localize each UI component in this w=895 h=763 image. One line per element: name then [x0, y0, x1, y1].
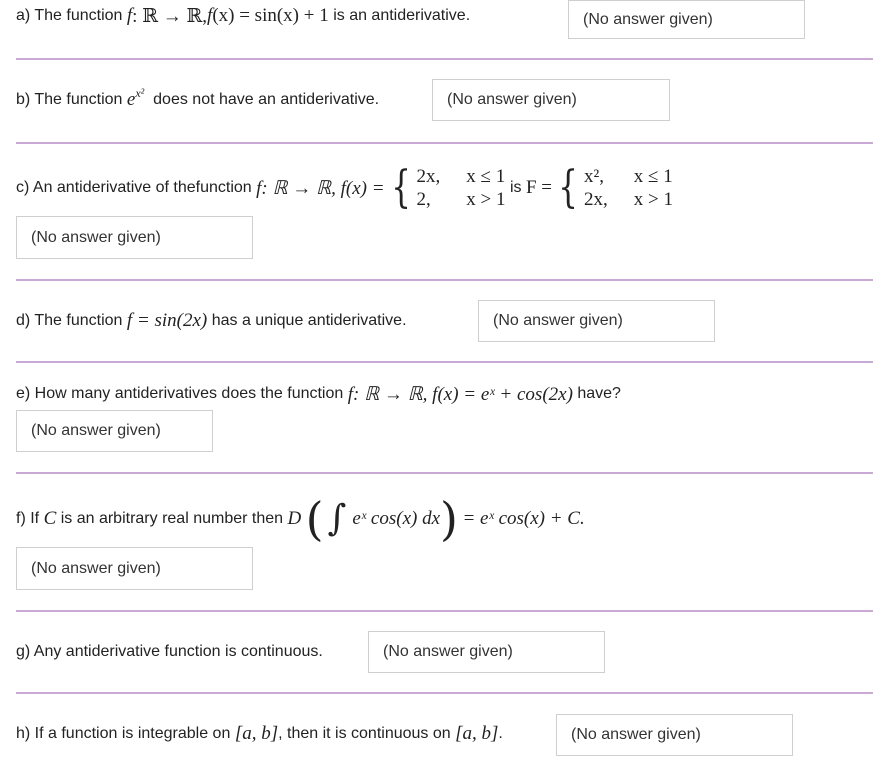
question-f-integrand: eˣ cos(x) dx	[352, 508, 441, 529]
answer-text: (No answer given)	[493, 312, 623, 329]
question-h-label-mid: , then it is continuous on	[278, 725, 451, 742]
question-f	[16, 492, 585, 546]
question-d	[16, 309, 407, 333]
question-b-exp: x²	[135, 85, 145, 100]
separator	[16, 58, 873, 60]
question-c-F-table	[584, 166, 673, 211]
answer-text: (No answer given)	[447, 91, 577, 108]
question-e-math: f: ℝ → ℝ, f(x) = eˣ + cos(2x)	[347, 383, 573, 405]
question-a-map: : ℝ → ℝ,	[132, 5, 208, 27]
question-b-base: e	[126, 89, 136, 110]
f-row1-value: 2x,	[416, 165, 441, 187]
question-c-f-table	[417, 166, 506, 211]
question-b	[16, 85, 380, 112]
question-c-mid: is	[509, 179, 522, 196]
question-c-F-piecewise	[552, 162, 673, 213]
answer-text: (No answer given)	[383, 643, 513, 660]
question-f-label-pre: f) If	[16, 510, 40, 527]
separator	[16, 692, 873, 694]
separator	[16, 361, 873, 363]
question-c-F: F =	[525, 177, 553, 198]
question-b-tail: does not have an antiderivative.	[153, 91, 380, 108]
left-brace-icon: {	[390, 162, 411, 213]
question-a-expr: (x) = sin(x) + 1	[212, 5, 329, 26]
answer-box-h[interactable]	[556, 714, 793, 756]
question-f-var-D: D	[287, 508, 302, 529]
answer-box-b[interactable]	[432, 79, 670, 121]
integral-icon: ∫	[327, 498, 347, 539]
right-paren-icon: )	[440, 492, 458, 546]
left-brace-icon: {	[558, 162, 578, 213]
question-c-f-piecewise	[385, 162, 506, 213]
question-a	[16, 4, 470, 28]
question-h	[16, 722, 503, 746]
f-row2-value: 2,	[416, 188, 431, 210]
question-h-interval2: [a, b]	[455, 723, 499, 744]
F-row1-cond: x ≤ 1	[633, 165, 673, 187]
question-f-label-mid: is an arbitrary real number then	[60, 510, 284, 527]
separator	[16, 142, 873, 144]
answer-box-d[interactable]	[478, 300, 715, 342]
question-d-label: d) The function	[16, 312, 123, 329]
question-d-math: f = sin(2x)	[126, 310, 208, 331]
question-c-label: c) An antiderivative of thefunction	[16, 179, 252, 196]
separator	[16, 472, 873, 474]
question-d-tail: has a unique antiderivative.	[211, 312, 407, 329]
separator	[16, 610, 873, 612]
question-e-tail: have?	[577, 385, 621, 402]
question-e-label: e) How many antiderivatives does the function	[16, 385, 344, 402]
answer-text: (No answer given)	[31, 422, 161, 439]
question-e	[16, 382, 621, 406]
question-a-f: f	[126, 5, 133, 26]
f-row1-cond: x ≤ 1	[466, 165, 506, 187]
question-h-label-pre: h) If a function is integrable on	[16, 725, 231, 742]
question-f-rhs: = eˣ cos(x) + C.	[462, 508, 585, 529]
answer-box-a[interactable]	[568, 0, 805, 39]
question-c-math-left: f: ℝ → ℝ, f(x) =	[256, 177, 385, 199]
answer-box-c[interactable]	[16, 216, 253, 259]
answer-text: (No answer given)	[31, 559, 161, 577]
question-g	[16, 640, 323, 664]
F-row2-cond: x > 1	[633, 188, 673, 210]
answer-box-g[interactable]	[368, 631, 605, 673]
F-row2-value: 2x,	[584, 188, 608, 210]
question-b-label: b) The function	[16, 91, 123, 108]
F-row1-value: x²,	[584, 165, 604, 187]
question-f-var-C: C	[43, 508, 57, 529]
question-c	[16, 162, 673, 214]
left-paren-icon: (	[305, 492, 324, 546]
answer-text: (No answer given)	[571, 726, 701, 743]
separator	[16, 279, 873, 281]
question-g-label: g) Any antiderivative function is continuous.	[16, 643, 323, 660]
answer-text: (No answer given)	[31, 228, 161, 246]
answer-text: (No answer given)	[583, 10, 713, 28]
question-a-fx: f	[207, 5, 213, 26]
answer-box-f[interactable]	[16, 547, 253, 590]
f-row2-cond: x > 1	[466, 188, 506, 210]
question-a-tail: is an antiderivative.	[333, 7, 471, 24]
question-a-label: a) The function	[16, 7, 123, 24]
question-h-interval1: [a, b]	[234, 723, 279, 744]
question-h-label-end: .	[498, 725, 503, 742]
answer-box-e[interactable]	[16, 410, 213, 452]
